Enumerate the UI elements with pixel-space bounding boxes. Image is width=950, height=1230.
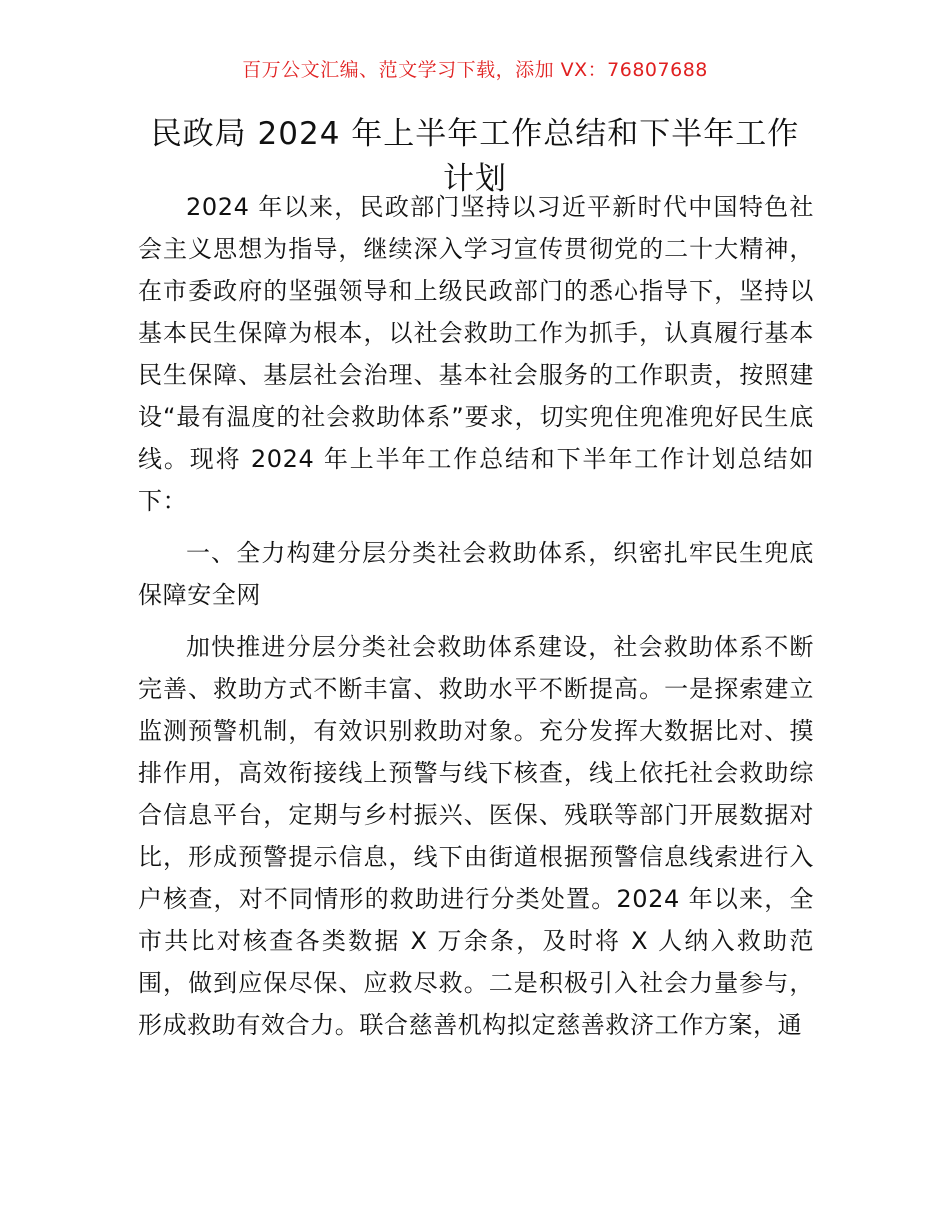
document-title: 民政局 2024 年上半年工作总结和下半年工作计划	[150, 116, 800, 197]
document-body	[138, 186, 814, 1046]
paragraph-intro: 2024 年以来，民政部门坚持以习近平新时代中国特色社会主义思想为指导，继续深入学习宣传贯彻党的二十大精神，在市委政府的坚强领导和上级民政部门的悉心指导下，坚持以基本民生保障为根本，以社会救助工作为抓手，认真履行基本民生保障、基层社会治理、基本社会服务的工作职责，按照建设“最有温度的社会救助体系”要求，切实兜住兜准兜好民生底线。现将 2024 年上半年工作总结和下半年工作计划总结如下：	[138, 193, 814, 515]
section-heading-1: 一、全力构建分层分类社会救助体系，织密扎牢民生兜底保障安全网	[138, 539, 814, 609]
paragraph-section-1: 加快推进分层分类社会救助体系建设，社会救助体系不断完善、救助方式不断丰富、救助水平不断提高。一是探索建立监测预警机制，有效识别救助对象。充分发挥大数据比对、摸排作用，高效衔接线上预警与线下核查，线上依托社会救助综合信息平台，定期与乡村振兴、医保、残联等部门开展数据对比，形成预警提示信息，线下由街道根据预警信息线索进行入户核查，对不同情形的救助进行分类处置。2024 年以来，全市共比对核查各类数据 X 万余条，及时将 X 人纳入救助范围，做到应保尽保、应救尽救。二是积极引入社会力量参与，形成救助有效合力。联合慈善机构拟定慈善救济工作方案，通	[138, 633, 814, 1039]
header-banner: 百万公文汇编、范文学习下载，添加 VX：76807688	[242, 59, 708, 81]
